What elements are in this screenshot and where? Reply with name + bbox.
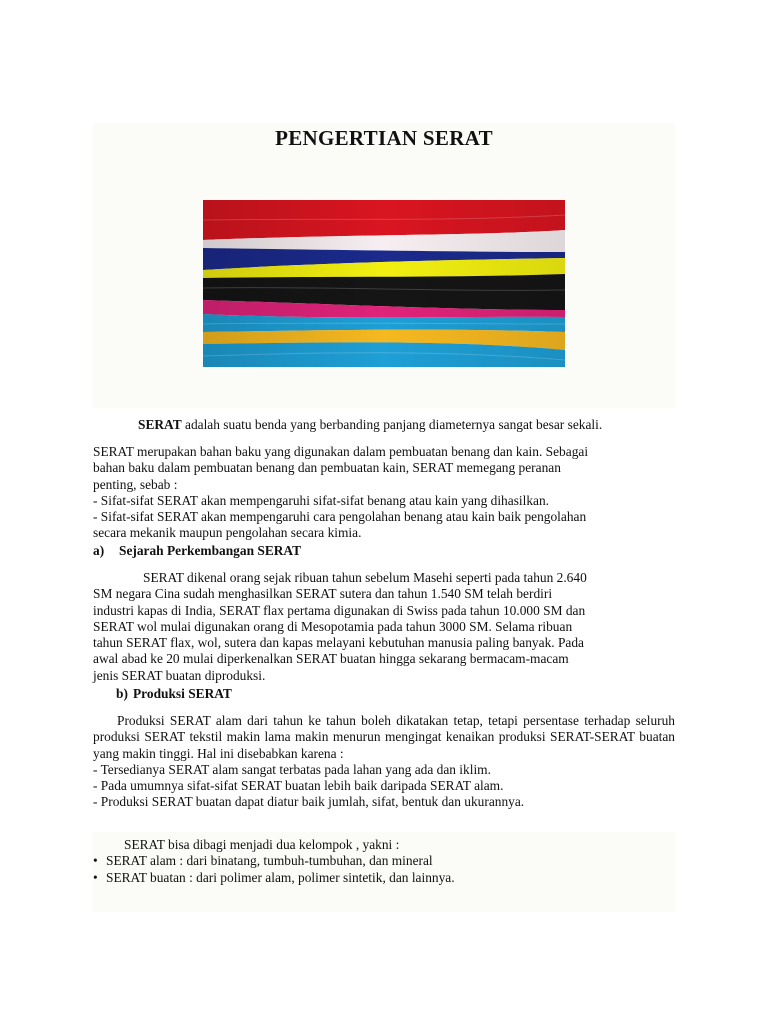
history-line: jenis SERAT buatan diproduksi. bbox=[93, 667, 266, 683]
para1-line: - Sifat-sifat SERAT akan mempengaruhi cara pengolahan benang atau kain baik pengolahan bbox=[93, 509, 587, 525]
production-point: - Produksi SERAT buatan dapat diatur baik jumlah, sifat, bentuk dan ukurannya. bbox=[93, 794, 525, 810]
production-point: - Pada umumnya sifat-sifat SERAT buatan lebih baik daripada SERAT alam. bbox=[93, 778, 504, 794]
page-title: PENGERTIAN SERAT bbox=[275, 126, 493, 150]
history-line: SERAT dikenal orang sejak ribuan tahun sebelum Masehi seperti pada tahun 2.640 bbox=[143, 570, 587, 585]
section-b-marker: b) bbox=[116, 686, 128, 701]
section-a-body bbox=[93, 570, 675, 684]
groups-list bbox=[93, 853, 675, 886]
para1-line: secara mekanik maupun pengolahan secara kimia. bbox=[93, 525, 362, 541]
section-b-body bbox=[93, 713, 675, 811]
bullet: • bbox=[93, 869, 98, 885]
section-b-heading: Produksi SERAT bbox=[133, 686, 232, 701]
section-a-heading: Sejarah Perkembangan SERAT bbox=[119, 543, 302, 558]
history-line: tahun SERAT flax, wol, sutera dan kapas melayani kebutuhan manusia paling banyak. Pada bbox=[93, 635, 584, 651]
intro-text: adalah suatu benda yang berbanding panjang diameternya sangat besar sekali. bbox=[181, 417, 603, 432]
groups-intro: SERAT bisa dibagi menjadi dua kelompok , yakni : bbox=[124, 837, 400, 852]
bullet: • bbox=[93, 853, 98, 869]
history-line: industri kapas di India, SERAT flax pertama digunakan di Swiss pada tahun 10.000 SM dan bbox=[93, 602, 586, 618]
production-point: - Tersedianya SERAT alam sangat terbatas pada lahan yang ada dan iklim. bbox=[93, 761, 491, 777]
para1-line: bahan baku dalam pembuatan benang dan pembuatan kain, SERAT memegang peranan bbox=[93, 460, 561, 476]
production-paragraph: Produksi SERAT alam dari tahun ke tahun boleh dikatakan tetap, tetapi persentase terhadap seluruh produksi SERAT tekstil makin lama makin menurun mengingat kenaikan produksi SERAT-SERAT buatan yang makin tinggi. Hal ini disebabkan karena : bbox=[93, 713, 675, 761]
section-a-marker: a) bbox=[93, 543, 105, 558]
para1-line: - Sifat-sifat SERAT akan mempengaruhi sifat-sifat benang atau kain yang dihasilkan. bbox=[93, 492, 550, 508]
groups-block bbox=[93, 837, 675, 886]
para1-line: SERAT merupakan bahan baku yang digunakan dalam pembuatan benang dan kain. Sebagai bbox=[93, 444, 589, 459]
history-line: SERAT wol mulai digunakan orang di Mesopotamia pada tahun 3000 SM. Selama ribuan bbox=[93, 618, 573, 634]
colored-yarn-photo bbox=[203, 200, 565, 367]
definition-paragraph bbox=[93, 444, 675, 542]
intro-term: SERAT bbox=[138, 417, 182, 432]
list-item: • SERAT buatan : dari polimer alam, polimer sintetik, dan lainnya. bbox=[93, 869, 455, 885]
history-line: awal abad ke 20 mulai diperkenalkan SERAT buatan hingga sekarang bermacam-macam bbox=[93, 651, 569, 667]
history-line: SM negara Cina sudah menghasilkan SERAT sutera dan tahun 1.540 SM telah berdiri bbox=[93, 586, 553, 602]
intro-sentence bbox=[93, 417, 675, 433]
para1-line: penting, sebab : bbox=[93, 476, 178, 492]
list-item: • SERAT alam : dari binatang, tumbuh-tumbuhan, dan mineral bbox=[93, 853, 433, 869]
